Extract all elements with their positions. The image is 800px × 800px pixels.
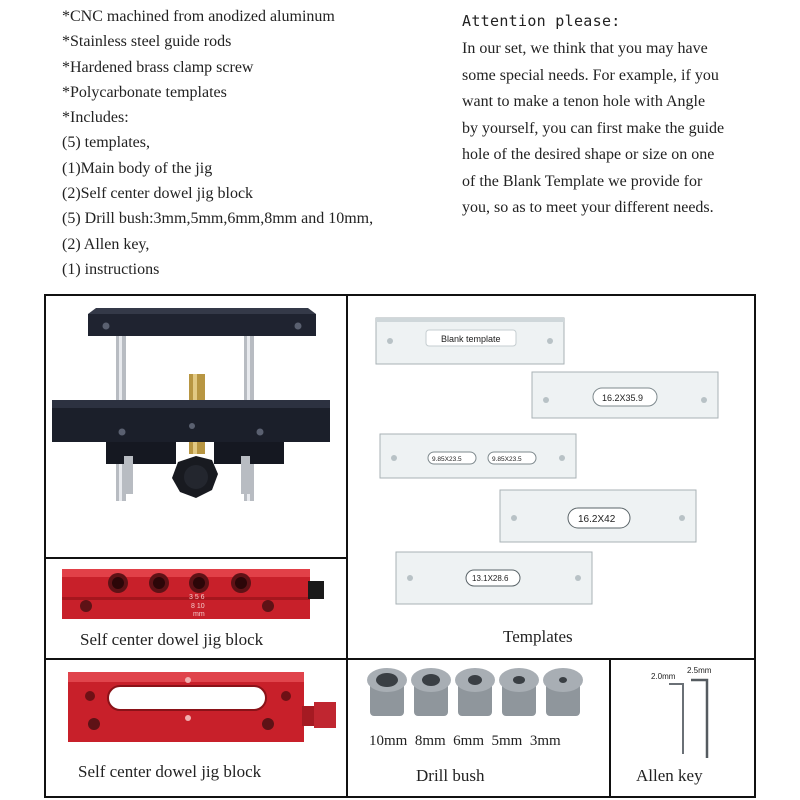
allen-key-image [611, 660, 754, 764]
block1-caption: Self center dowel jig block [80, 630, 264, 649]
attention-line: hole of the desired shape or size on one [462, 146, 715, 163]
dowel-block-image [46, 559, 346, 625]
attention-line: you, so as to meet your different needs. [462, 199, 714, 216]
dowel-block-2-image [46, 660, 346, 760]
grid-line [44, 796, 756, 798]
feature-item: (2) Allen key, [62, 235, 150, 253]
feature-item: *Hardened brass clamp screw [62, 58, 254, 76]
block2-caption: Self center dowel jig block [78, 762, 262, 781]
block-engraving-line: mm [193, 611, 205, 618]
bush-sizes: 10mm 8mm 6mm 5mm 3mm [369, 733, 561, 749]
allen-label: 2.0mm [651, 672, 676, 681]
bush-caption: Drill bush [416, 766, 485, 785]
templates-image [348, 296, 754, 616]
allen-label: 2.5mm [687, 666, 712, 675]
attention-line: some special needs. For example, if you [462, 66, 719, 84]
allen-caption: Allen key [636, 766, 703, 785]
template-label: 9.85X23.5 [492, 456, 522, 463]
drill-bush-image [348, 660, 609, 726]
template-label: 16.2X35.9 [602, 393, 644, 403]
feature-item: (5) templates, [62, 134, 150, 152]
attention-line: want to make a tenon hole with Angle [462, 93, 706, 110]
feature-item: (2)Self center dowel jig block [62, 185, 254, 203]
feature-item: *Includes: [62, 109, 129, 127]
attention-line: by yourself, you can first make the guide [462, 119, 725, 137]
feature-item: (1)Main body of the jig [62, 159, 213, 177]
feature-item: *Stainless steel guide rods [62, 33, 232, 51]
block-engraving-line: 8 10 [191, 603, 205, 610]
jig-body-image [46, 296, 346, 557]
feature-item: *CNC machined from anodized aluminum [62, 8, 335, 25]
template-label: Blank template [441, 334, 501, 344]
attention-title: Attention please: [462, 12, 621, 30]
grid-line [754, 294, 756, 798]
attention-line: of the Blank Template we provide for [462, 172, 703, 190]
block-engraving-line: 3 5 6 [189, 594, 205, 601]
templates-caption: Templates [503, 627, 573, 646]
attention-line: In our set, we think that you may have [462, 40, 708, 57]
template-label: 9.85X23.5 [432, 456, 462, 463]
features-list [62, 4, 442, 282]
template-label: 13.1X28.6 [472, 574, 509, 583]
feature-item: (5) Drill bush:3mm,5mm,6mm,8mm and 10mm, [62, 210, 374, 228]
template-label: 16.2X42 [578, 514, 616, 525]
feature-item: (1) instructions [62, 260, 160, 278]
attention-body [462, 36, 782, 222]
feature-item: *Polycarbonate templates [62, 83, 227, 101]
